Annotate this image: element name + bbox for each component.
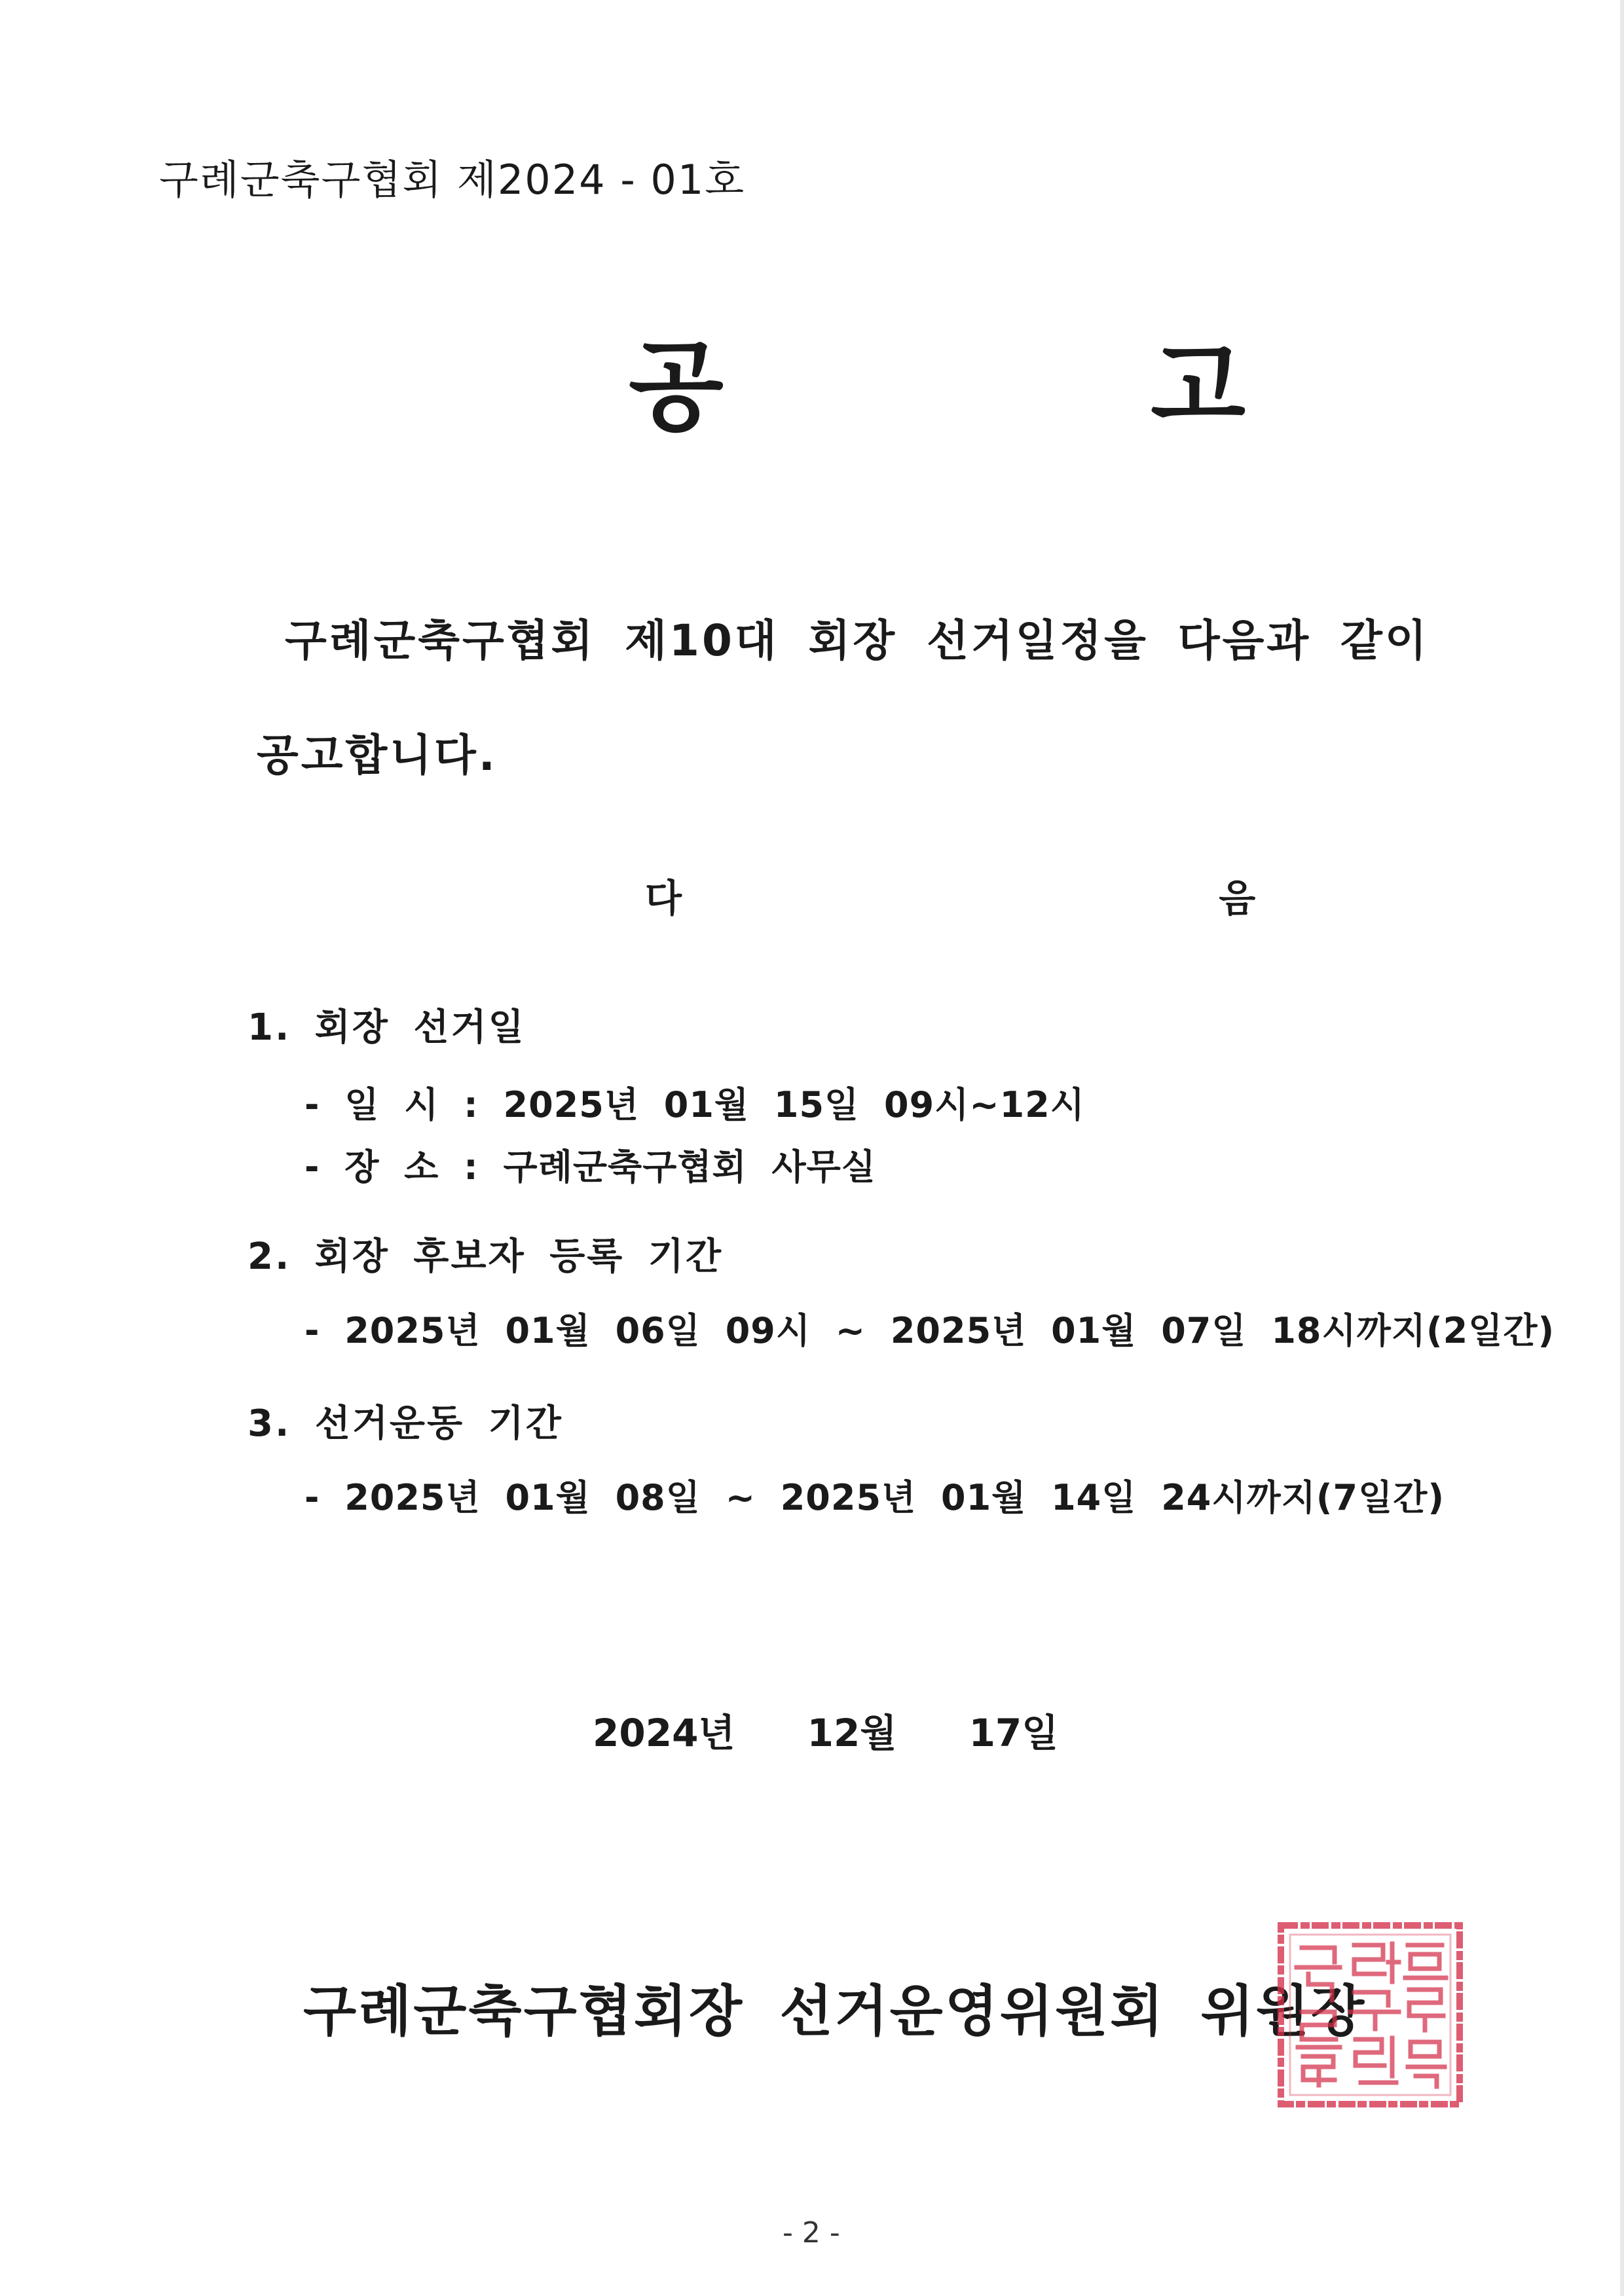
item-3-detail-period: - 2025년 01월 08일 ~ 2025년 01월 14일 24시까지(7일간) [304,1477,1445,1518]
document-number: 구례군축구협회 제2024 - 01호 [159,156,746,204]
item-2-detail-period: - 2025년 01월 06일 09시 ~ 2025년 01월 07일 18시까지(2일간) [304,1310,1555,1351]
intro-text-line-2: 공고합니다. [257,730,498,780]
intro-text-line-1: 구례군축구협회 제10대 회장 선거일정을 다음과 같이 [285,615,1430,666]
item-1-detail-place: - 장 소 : 구례군축구협회 사무실 [304,1146,876,1188]
page-edge [1620,0,1624,2296]
item-2-heading: 2. 회장 후보자 등록 기간 [248,1235,724,1278]
signatory-title: 구례군축구협회장 선거운영위원회 위원장 [303,1979,1367,2043]
official-seal-stamp [1277,1922,1464,2108]
item-1-detail-datetime: - 일 시 : 2025년 01월 15일 09시~12시 [304,1084,1085,1125]
document-title: 공 고 [629,331,1443,445]
item-1-heading: 1. 회장 선거일 [248,1006,526,1049]
item-3-heading: 3. 선거운동 기간 [248,1402,563,1445]
section-heading: 다 음 [645,876,1518,920]
page-number: - 2 - [783,2216,840,2250]
document-date: 2024년 12월 17일 [593,1711,1059,1755]
